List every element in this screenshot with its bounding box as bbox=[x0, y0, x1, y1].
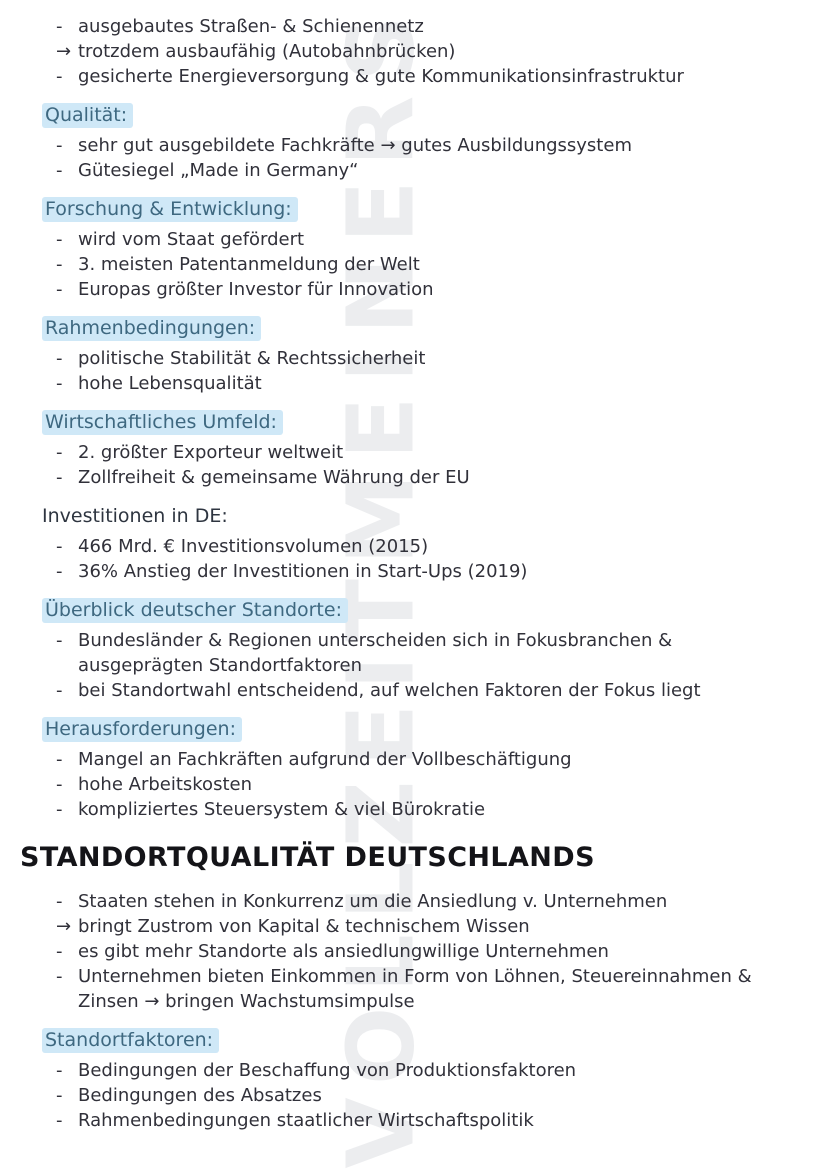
note-text: Gütesiegel „Made in Germany“ bbox=[78, 160, 359, 181]
note-line bbox=[42, 889, 802, 914]
note-text: 3. meisten Patentanmeldung der Welt bbox=[78, 254, 420, 275]
note-line bbox=[42, 133, 802, 158]
dash-marker: - bbox=[56, 774, 63, 795]
dash-marker: - bbox=[56, 160, 63, 181]
note-line bbox=[42, 440, 802, 465]
dash-marker: - bbox=[56, 229, 63, 250]
note-text: 2. größter Exporteur weltweit bbox=[78, 442, 344, 463]
note-line bbox=[42, 371, 802, 396]
dash-marker: - bbox=[56, 1060, 63, 1081]
note-text: bringt Zustrom von Kapital & technischem Wissen bbox=[78, 916, 530, 937]
note-section bbox=[42, 103, 802, 183]
note-text: 466 Mrd. € Investitionsvolumen (2015) bbox=[78, 536, 429, 557]
note-text: sehr gut ausgebildete Fachkräfte → gutes Ausbildungssystem bbox=[78, 135, 632, 156]
note-section bbox=[42, 410, 802, 490]
note-text: hohe Arbeitskosten bbox=[78, 774, 252, 795]
note-text: Bedingungen des Absatzes bbox=[78, 1085, 322, 1106]
dash-marker: - bbox=[56, 941, 63, 962]
dash-marker: - bbox=[56, 891, 63, 912]
section-heading bbox=[42, 103, 802, 128]
highlighted-heading-text: Standortfaktoren: bbox=[42, 1028, 219, 1053]
highlighted-heading-text: Forschung & Entwicklung: bbox=[42, 197, 298, 222]
note-line bbox=[42, 39, 802, 64]
highlighted-heading-text: Überblick deutscher Standorte: bbox=[42, 598, 348, 623]
note-text: Unternehmen bieten Einkommen in Form von Löhnen, Steuereinnahmen & Zinsen → bringen Wachstumsimpulse bbox=[78, 966, 752, 1012]
note-line bbox=[42, 1108, 802, 1133]
watermark-text: VOLLZEITMEINERS bbox=[327, 0, 435, 1169]
section-heading bbox=[42, 197, 802, 222]
note-section bbox=[42, 316, 802, 396]
note-line bbox=[42, 939, 802, 964]
highlighted-heading-text: Qualität: bbox=[42, 103, 133, 128]
note-section bbox=[42, 197, 802, 302]
note-text: Europas größter Investor für Innovation bbox=[78, 279, 434, 300]
dash-marker: - bbox=[56, 254, 63, 275]
note-text: 36% Anstieg der Investitionen in Start-Ups (2019) bbox=[78, 561, 528, 582]
dash-marker: - bbox=[56, 966, 63, 987]
dash-marker: - bbox=[56, 749, 63, 770]
note-text: trotzdem ausbaufähig (Autobahnbrücken) bbox=[78, 41, 456, 62]
arrow-marker: → bbox=[56, 41, 72, 62]
note-line bbox=[42, 1083, 802, 1108]
note-section bbox=[42, 14, 802, 89]
note-text: gesicherte Energieversorgung & gute Kommunikationsinfrastruktur bbox=[78, 66, 684, 87]
note-line bbox=[42, 678, 802, 703]
note-text: Rahmenbedingungen staatlicher Wirtschaftspolitik bbox=[78, 1110, 534, 1131]
dash-marker: - bbox=[56, 1110, 63, 1131]
note-text: kompliziertes Steuersystem & viel Bürokratie bbox=[78, 799, 486, 820]
note-line bbox=[42, 14, 802, 39]
dash-marker: - bbox=[56, 279, 63, 300]
note-sections bbox=[20, 14, 802, 1133]
note-text: Staaten stehen in Konkurrenz um die Ansiedlung v. Unternehmen bbox=[78, 891, 668, 912]
note-text: Mangel an Fachkräften aufgrund der Vollbeschäftigung bbox=[78, 749, 572, 770]
highlighted-heading-text: Herausforderungen: bbox=[42, 717, 242, 742]
note-text: es gibt mehr Standorte als ansiedlungwillige Unternehmen bbox=[78, 941, 609, 962]
dash-marker: - bbox=[56, 799, 63, 820]
dash-marker: - bbox=[56, 373, 63, 394]
dash-marker: - bbox=[56, 66, 63, 87]
note-section bbox=[42, 717, 802, 822]
big-title-section bbox=[20, 842, 802, 873]
dash-marker: - bbox=[56, 135, 63, 156]
note-section bbox=[42, 598, 802, 703]
note-section bbox=[42, 1028, 802, 1133]
note-text: politische Stabilität & Rechtssicherheit bbox=[78, 348, 426, 369]
note-line bbox=[42, 346, 802, 371]
highlighted-heading-text: Wirtschaftliches Umfeld: bbox=[42, 410, 283, 435]
dash-marker: - bbox=[56, 442, 63, 463]
note-text: Bedingungen der Beschaffung von Produktionsfaktoren bbox=[78, 1060, 577, 1081]
note-line bbox=[42, 914, 802, 939]
section-heading bbox=[42, 504, 802, 529]
section-heading bbox=[42, 410, 802, 435]
heading-text: Investitionen in DE: bbox=[42, 505, 228, 527]
note-line bbox=[42, 772, 802, 797]
dash-marker: - bbox=[56, 630, 63, 651]
note-text: Bundesländer & Regionen unterscheiden sich in Fokusbranchen & ausgeprägten Standortfaktoren bbox=[78, 630, 673, 676]
dash-marker: - bbox=[56, 467, 63, 488]
arrow-marker: → bbox=[56, 916, 72, 937]
section-heading bbox=[42, 316, 802, 341]
note-line bbox=[42, 227, 802, 252]
note-line bbox=[42, 747, 802, 772]
section-heading bbox=[42, 598, 802, 623]
note-section bbox=[42, 889, 802, 1014]
note-line bbox=[42, 64, 802, 89]
note-line bbox=[42, 1058, 802, 1083]
dash-marker: - bbox=[56, 536, 63, 557]
note-line bbox=[42, 559, 802, 584]
dash-marker: - bbox=[56, 16, 63, 37]
dash-marker: - bbox=[56, 1085, 63, 1106]
note-line bbox=[42, 465, 802, 490]
note-line bbox=[42, 534, 802, 559]
note-line bbox=[42, 277, 802, 302]
note-line bbox=[42, 628, 802, 678]
note-text: hohe Lebensqualität bbox=[78, 373, 262, 394]
note-line bbox=[42, 158, 802, 183]
note-line bbox=[42, 252, 802, 277]
note-text: wird vom Staat gefördert bbox=[78, 229, 305, 250]
dash-marker: - bbox=[56, 680, 63, 701]
section-heading bbox=[42, 1028, 802, 1053]
dash-marker: - bbox=[56, 348, 63, 369]
section-heading bbox=[42, 717, 802, 742]
dash-marker: - bbox=[56, 561, 63, 582]
page-title: STANDORTQUALITÄT DEUTSCHLANDS bbox=[20, 842, 595, 873]
note-text: bei Standortwahl entscheidend, auf welchen Faktoren der Fokus liegt bbox=[78, 680, 701, 701]
note-section bbox=[42, 504, 802, 584]
note-line bbox=[42, 797, 802, 822]
highlighted-heading-text: Rahmenbedingungen: bbox=[42, 316, 261, 341]
note-text: ausgebautes Straßen- & Schienennetz bbox=[78, 16, 424, 37]
note-text: Zollfreiheit & gemeinsame Währung der EU bbox=[78, 467, 470, 488]
note-line bbox=[42, 964, 802, 1014]
